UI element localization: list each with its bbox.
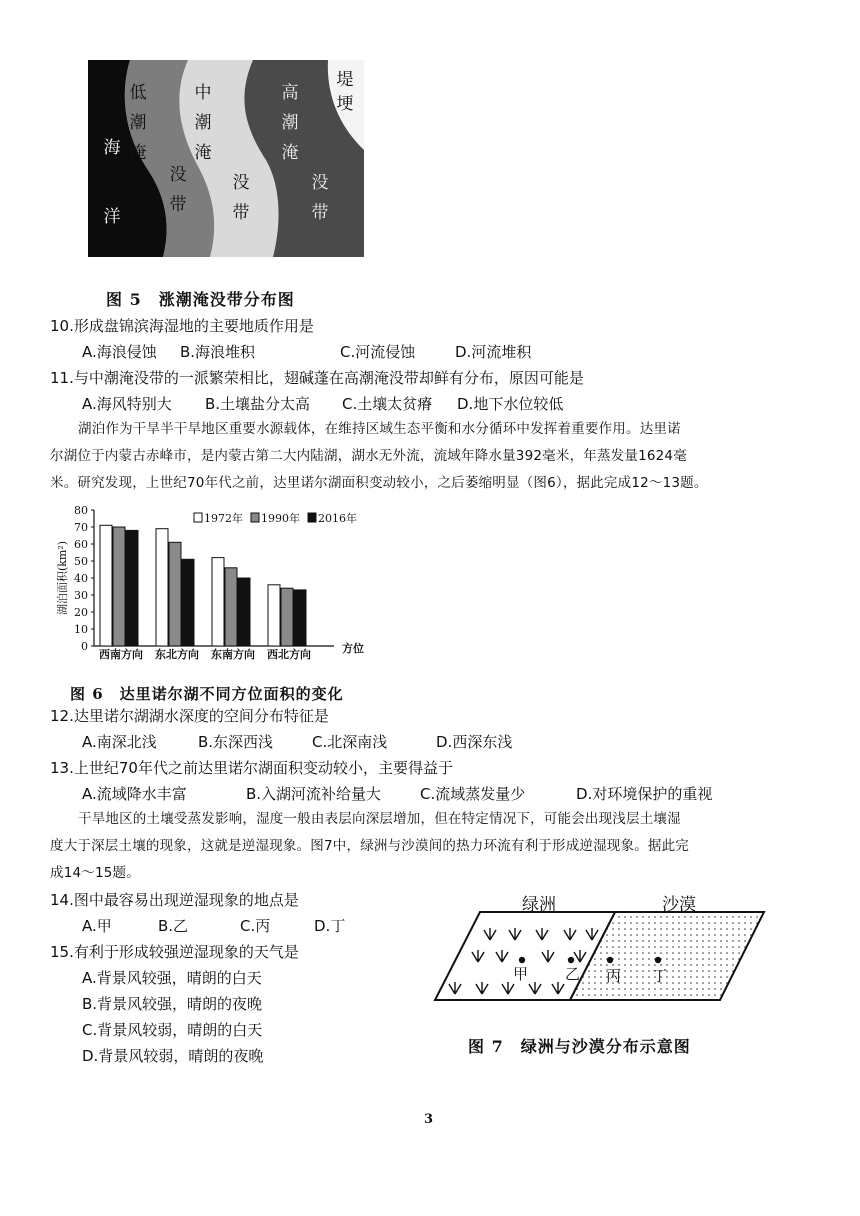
x-category-label: 东南方向 bbox=[211, 648, 255, 661]
q11-option-a: A.海风特别大 bbox=[82, 395, 172, 413]
q14-option-a: A.甲 bbox=[82, 917, 112, 935]
legend-label: 1990年 bbox=[261, 512, 300, 525]
point-ding-label: 丁 bbox=[652, 967, 668, 985]
y-tick-label: 60 bbox=[74, 538, 88, 551]
bar-2-1 bbox=[182, 559, 194, 646]
q12-option-c: C.北深南浅 bbox=[312, 733, 388, 751]
mid-char-3: 淹 bbox=[194, 143, 212, 163]
y-axis-title: 湖泊面积(km²) bbox=[56, 540, 69, 616]
question-13-stem: 13.上世纪70年代之前达里诺尔湖面积变动较小，主要得益于 bbox=[50, 759, 453, 777]
q12-option-a: A.南深北浅 bbox=[82, 733, 157, 751]
q10-option-a: A.海浪侵蚀 bbox=[82, 343, 157, 361]
x-category-label: 西北方向 bbox=[267, 648, 311, 661]
q11-option-b: B.土壤盐分太高 bbox=[205, 395, 311, 413]
question-10-stem: 10.形成盘锦滨海湿地的主要地质作用是 bbox=[50, 317, 314, 335]
bar-0-2 bbox=[212, 558, 224, 646]
desert-label: 沙漠 bbox=[662, 895, 696, 915]
q13-option-c: C.流域蒸发量少 bbox=[420, 785, 526, 803]
bar-0-0 bbox=[100, 525, 112, 646]
bar-0-3 bbox=[268, 585, 280, 646]
q10-option-c: C.河流侵蚀 bbox=[340, 343, 416, 361]
chart-legend bbox=[194, 511, 357, 525]
sea-char-2: 洋 bbox=[103, 207, 121, 227]
oasis-desert-diagram bbox=[430, 890, 770, 1010]
q15-option-c: C.背景风较弱，晴朗的白天 bbox=[82, 1021, 263, 1039]
q10-option-d: D.河流堆积 bbox=[455, 343, 532, 361]
q15-option-a: A.背景风较强，晴朗的白天 bbox=[82, 969, 262, 987]
bar-0-1 bbox=[156, 529, 168, 646]
q14-option-c: C.丙 bbox=[240, 917, 271, 935]
q11-option-d: D.地下水位较低 bbox=[457, 395, 564, 413]
figure-7 bbox=[430, 890, 770, 1010]
passage-12-13 bbox=[50, 416, 820, 497]
low-char-4: 没 bbox=[169, 165, 187, 185]
figure-7-caption: 图 7 绿洲与沙漠分布示意图 bbox=[468, 1037, 691, 1056]
q14-option-b: B.乙 bbox=[158, 917, 189, 935]
high-tide-label-col2 bbox=[310, 168, 330, 228]
q13-option-a: A.流域降水丰富 bbox=[82, 785, 187, 803]
x-axis-title: 方位 bbox=[342, 642, 364, 655]
passage-14-15-line-1: 干旱地区的土壤受蒸发影响，湿度一般由表层向深层增加，但在特定情况下，可能会出现浅层土壤湿 bbox=[78, 811, 681, 827]
high-char-4: 没 bbox=[311, 173, 329, 193]
q15-option-b: B.背景风较强，晴朗的夜晚 bbox=[82, 995, 263, 1013]
point-bing-dot bbox=[607, 957, 613, 963]
bar-1-1 bbox=[169, 542, 181, 646]
low-tide-label-col1 bbox=[128, 78, 148, 168]
y-tick-label: 50 bbox=[74, 555, 88, 568]
bar-1-0 bbox=[113, 527, 125, 646]
point-ding-dot bbox=[655, 957, 661, 963]
figure-6-bar-chart bbox=[44, 500, 364, 670]
chart-bars bbox=[100, 525, 306, 646]
passage-12-13-line-3: 米。研究发现，上世纪70年代之前，达里诺尔湖面积变动较小，之后萎缩明显（图6），据此完成12～13题。 bbox=[50, 475, 708, 491]
bar-2-0 bbox=[126, 530, 138, 646]
mid-char-2: 潮 bbox=[194, 113, 212, 133]
oasis-label: 绿洲 bbox=[522, 895, 556, 915]
bar-2-3 bbox=[294, 590, 306, 646]
y-tick-label: 20 bbox=[74, 606, 88, 619]
question-11-stem: 11.与中潮淹没带的一派繁荣相比，翅碱蓬在高潮淹没带却鲜有分布，原因可能是 bbox=[50, 369, 584, 387]
legend-label: 1972年 bbox=[204, 512, 243, 525]
high-char-5: 带 bbox=[311, 203, 329, 223]
question-14-stem: 14.图中最容易出现逆湿现象的地点是 bbox=[50, 891, 299, 909]
dike-label bbox=[335, 68, 355, 116]
point-bing-label: 丙 bbox=[606, 967, 622, 985]
low-char-2: 潮 bbox=[129, 113, 147, 133]
legend-swatch bbox=[194, 513, 202, 522]
mid-tide-label-col2 bbox=[231, 168, 251, 228]
mid-char-1: 中 bbox=[194, 83, 212, 103]
sea-char-1: 海 bbox=[103, 138, 121, 158]
question-12-stem: 12.达里诺尔湖湖水深度的空间分布特征是 bbox=[50, 707, 329, 725]
mid-char-5: 带 bbox=[232, 203, 250, 223]
q12-option-b: B.东深西浅 bbox=[198, 733, 274, 751]
low-char-3: 淹 bbox=[129, 143, 147, 163]
question-15-stem: 15.有利于形成较强逆湿现象的天气是 bbox=[50, 943, 299, 961]
y-tick-label: 30 bbox=[74, 589, 88, 602]
y-tick-label: 70 bbox=[74, 521, 88, 534]
page-number: 3 bbox=[424, 1112, 434, 1127]
sea-label bbox=[102, 133, 122, 227]
y-tick-label: 0 bbox=[81, 640, 88, 653]
passage-14-15 bbox=[50, 806, 820, 887]
low-tide-label-col2 bbox=[168, 160, 188, 220]
figure-6-caption: 图 6 达里诺尔湖不同方位面积的变化 bbox=[70, 685, 344, 703]
bar-1-3 bbox=[281, 588, 293, 646]
point-yi-label: 乙 bbox=[565, 965, 581, 983]
legend-label: 2016年 bbox=[318, 512, 357, 525]
passage-14-15-line-2: 度大于深层土壤的现象，这就是逆湿现象。图7中，绿洲与沙漠间的热力环流有利于形成逆湿现象。据此完 bbox=[50, 838, 689, 854]
mid-char-4: 没 bbox=[232, 173, 250, 193]
q13-option-b: B.入湖河流补给量大 bbox=[246, 785, 382, 803]
q14-option-d: D.丁 bbox=[314, 917, 346, 935]
high-char-3: 淹 bbox=[281, 143, 299, 163]
x-category-label: 西南方向 bbox=[99, 648, 143, 661]
bar-1-2 bbox=[225, 568, 237, 646]
figure-5-caption: 图 5 涨潮淹没带分布图 bbox=[106, 290, 295, 309]
passage-12-13-line-1: 湖泊作为干旱半干旱地区重要水源载体，在维持区域生态平衡和水分循环中发挥着重要作用。达里诺 bbox=[78, 421, 681, 437]
q11-option-c: C.土壤太贫瘠 bbox=[342, 395, 433, 413]
low-char-1: 低 bbox=[129, 83, 147, 103]
x-category-label: 东北方向 bbox=[155, 648, 199, 661]
high-tide-label-col1 bbox=[280, 78, 300, 168]
mid-tide-label-col1 bbox=[193, 78, 213, 168]
legend-swatch bbox=[308, 513, 316, 522]
passage-14-15-line-3: 成14～15题。 bbox=[50, 865, 140, 881]
passage-12-13-line-2: 尔湖位于内蒙古赤峰市，是内蒙古第二大内陆湖，湖水无外流，流域年降水量392毫米，年蒸发量1624毫 bbox=[50, 448, 687, 464]
q10-option-b: B.海浪堆积 bbox=[180, 343, 256, 361]
q13-option-d: D.对环境保护的重视 bbox=[576, 785, 713, 803]
y-tick-label: 10 bbox=[74, 623, 88, 636]
dike-char-1: 堤 bbox=[336, 70, 354, 90]
y-tick-label: 80 bbox=[74, 504, 88, 517]
q12-option-d: D.西深东浅 bbox=[436, 733, 513, 751]
legend-swatch bbox=[251, 513, 259, 522]
low-char-5: 带 bbox=[169, 195, 187, 215]
dike-char-2: 埂 bbox=[336, 94, 354, 114]
high-char-1: 高 bbox=[281, 83, 299, 103]
q15-option-d: D.背景风较弱，晴朗的夜晚 bbox=[82, 1047, 264, 1065]
high-char-2: 潮 bbox=[281, 113, 299, 133]
bar-2-2 bbox=[238, 578, 250, 646]
figure-5 bbox=[88, 60, 364, 257]
point-jia-label: 甲 bbox=[513, 965, 529, 983]
y-tick-label: 40 bbox=[74, 572, 88, 585]
